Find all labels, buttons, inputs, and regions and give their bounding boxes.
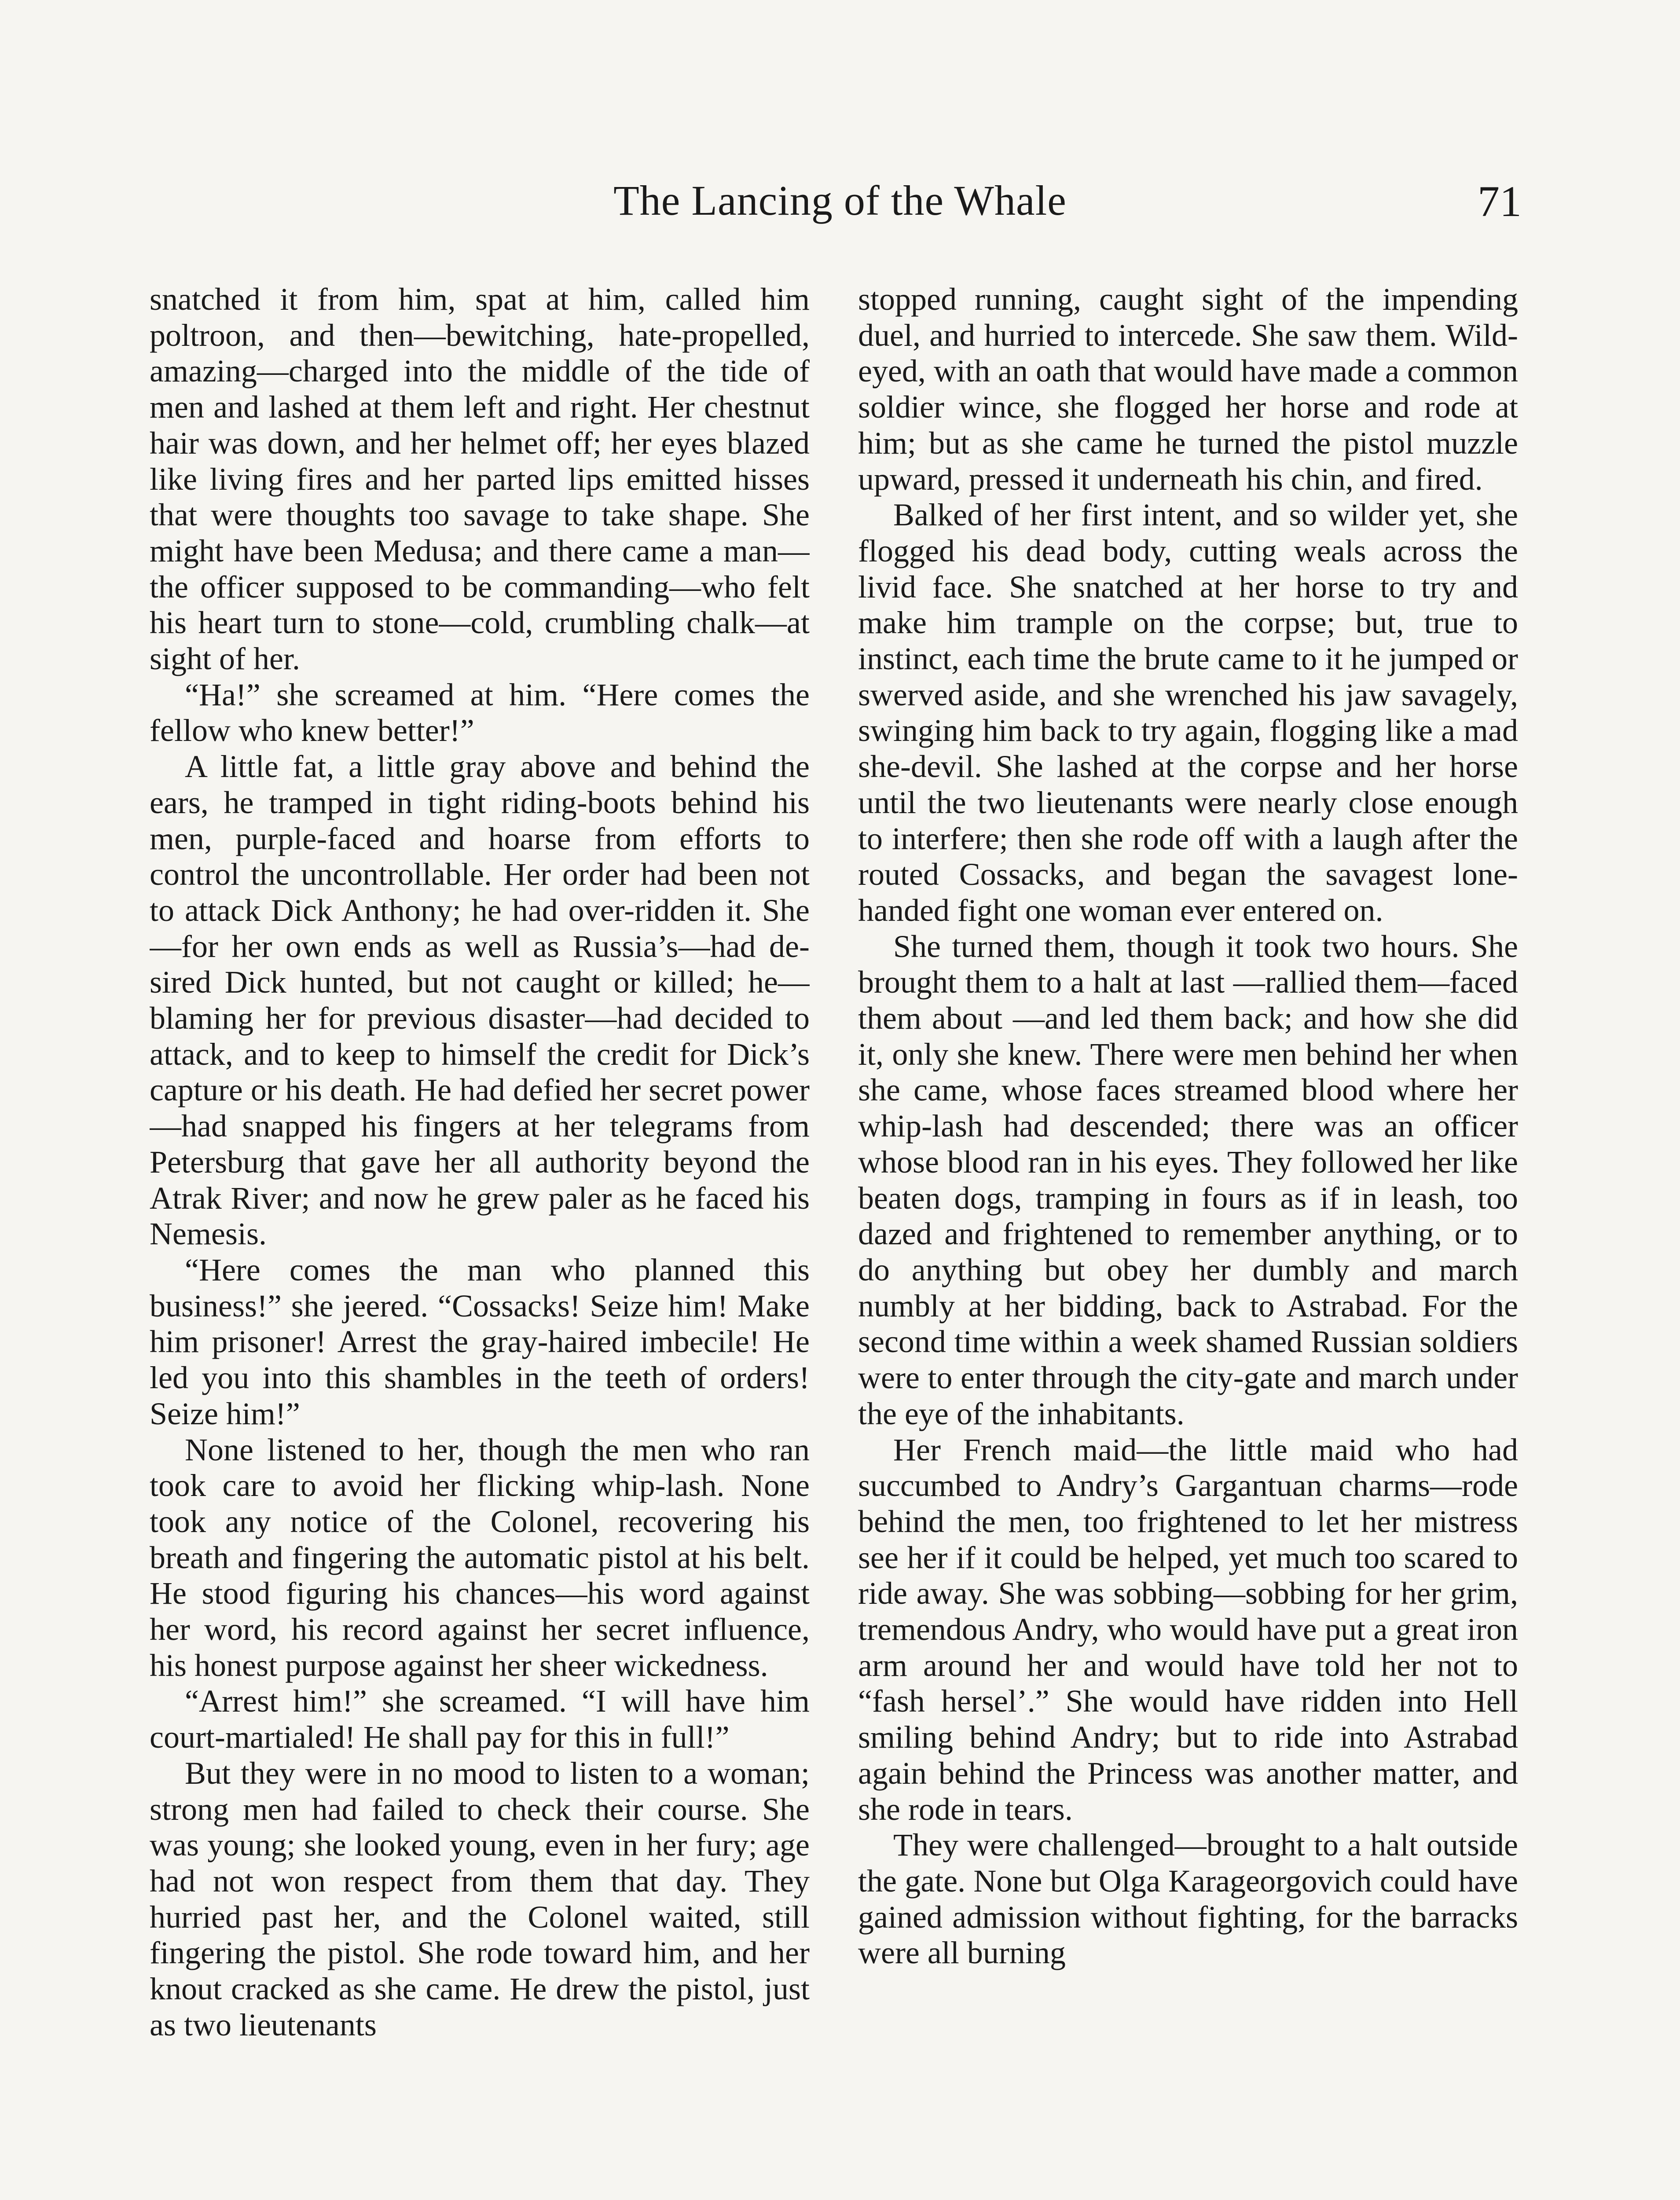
paragraph: None listened to her, though the men who ran took care to avoid her flicking whip-lash. None took any notice of the Colonel, recovering his breath and fingering the automatic pistol at his belt. He stood figuring his chances—his word against her word, his record against her secret influence, his honest purpose against her sheer wickedness. bbox=[150, 1432, 810, 1683]
paragraph: A little fat, a little gray above and behind the ears, he tramped in tight riding-boots behind his men, purple-faced and hoarse from efforts to control the uncontrollable. Her order had been not to attack Dick Anthony; he had over-ridden it. She—for her own ends as well as Russia’s—had desired Dick hunted, but not caught or killed; he—blaming her for previous disaster—had decided to attack, and to keep to himself the credit for Dick’s capture or his death. He had defied her secret power—had snapped his fingers at her telegrams from Petersburg that gave her all authority beyond the Atrak River; and now he grew paler as he faced his Nemesis. bbox=[150, 749, 810, 1252]
left-column bbox=[150, 282, 810, 2200]
paragraph: “Arrest him!” she screamed. “I will have him court-martialed! He shall pay for this in full!” bbox=[150, 1683, 810, 1755]
paragraph: “Here comes the man who planned this business!” she jeered. “Cossacks! Seize him! Make him prisoner! Arrest the gray-haired imbecile! He led you into this shambles in the teeth of orders! Seize him!” bbox=[150, 1252, 810, 1431]
paragraph: Her French maid—the little maid who had succumbed to Andry’s Gargantuan charms—rode behind the men, too frightened to let her mistress see her if it could be helped, yet much too scared to ride away. She was sobbing—sobbing for her grim, tremendous Andry, who would have put a great iron arm around her and would have told her not to “fash hersel’.” She would have ridden into Hell smiling behind Andry; but to ride into Astrabad again behind the Princess was another matter, and she rode in tears. bbox=[858, 1432, 1518, 1827]
running-head bbox=[0, 176, 1680, 238]
right-column bbox=[858, 282, 1518, 2200]
paragraph: They were challenged—brought to a halt outside the gate. None but Olga Karageorgovich could have gained admission without fighting, for the barracks were all burning bbox=[858, 1827, 1518, 1971]
paragraph: Balked of her first intent, and so wilder yet, she flogged his dead body, cutting weals across the livid face. She snatched at her horse to try and make him trample on the corpse; but, true to instinct, each time the brute came to it he jumped or swerved aside, and she wrenched his jaw savagely, swinging him back to try again, flogging like a mad she-devil. She lashed at the corpse and her horse until the two lieutenants were nearly close enough to interfere; then she rode off with a laugh after the routed Cossacks, and began the savagest lone-handed fight one woman ever entered on. bbox=[858, 497, 1518, 928]
paragraph: But they were in no mood to listen to a woman; strong men had failed to check their course. She was young; she looked young, even in her fury; age had not won respect from them that day. They hurried past her, and the Colonel waited, still fingering the pistol. She rode toward him, and her knout cracked as she came. He drew the pistol, just as two lieutenants bbox=[150, 1755, 810, 2042]
paragraph: snatched it from him, spat at him, called him poltroon, and then—bewitching, hate-propelled, amazing—charged into the middle of the tide of men and lashed at them left and right. Her chestnut hair was down, and her helmet off; her eyes blazed like living fires and her parted lips emitted hisses that were thoughts too savage to take shape. She might have been Medusa; and there came a man—the officer supposed to be commanding—who felt his heart turn to stone—cold, crumbling chalk—at sight of her. bbox=[150, 282, 810, 677]
paragraph: stopped running, caught sight of the impending duel, and hurried to intercede. She saw them. Wild-eyed, with an oath that would have made a common soldier wince, she flogged her horse and rode at him; but as she came he turned the pistol muzzle upward, pressed it underneath his chin, and fired. bbox=[858, 282, 1518, 497]
paragraph: “Ha!” she screamed at him. “Here comes the fellow who knew better!” bbox=[150, 677, 810, 748]
page-number: 71 bbox=[1478, 177, 1522, 226]
paragraph: She turned them, though it took two hours. She brought them to a halt at last —rallied them—faced them about —and led them back; and how she did it, only she knew. There were men behind her when she came, whose faces streamed blood where her whip-lash had descended; there was an officer whose blood ran in his eyes. They followed her like beaten dogs, tramping in fours as if in leash, too dazed and frightened to remember anything, or to do anything but obey her dumbly and march numbly at her bidding, back to Astrabad. For the second time within a week shamed Russian soldiers were to enter through the city-gate and march under the eye of the inhabitants. bbox=[858, 928, 1518, 1431]
running-title: The Lancing of the Whale bbox=[613, 177, 1067, 224]
